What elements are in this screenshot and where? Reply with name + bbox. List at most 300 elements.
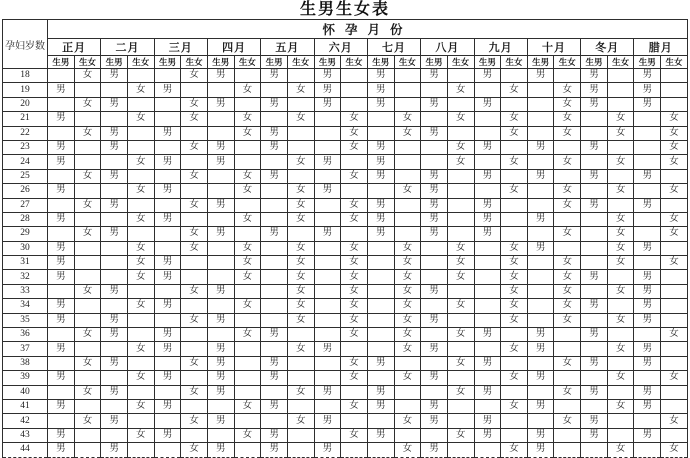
boy-cell: 男 [634,97,661,111]
boy-cell: 男 [48,83,75,97]
girl-cell [234,356,261,370]
boy-cell: 男 [527,169,554,183]
girl-cell [234,443,261,457]
girl-cell [501,227,528,241]
girl-cell [394,428,421,442]
girl-cell [181,399,208,413]
girl-cell: 女 [181,313,208,327]
girl-cell: 女 [501,371,528,385]
table-row [3,155,688,169]
girl-cell: 女 [447,241,474,255]
boy-cell [261,198,288,212]
girl-cell [74,428,101,442]
girl-cell [181,126,208,140]
boy-cell: 男 [634,313,661,327]
girl-cell [287,399,314,413]
girl-cell: 女 [661,443,688,457]
girl-cell: 女 [607,342,634,356]
girl-cell [74,313,101,327]
boy-cell: 男 [101,97,128,111]
girl-cell: 女 [554,313,581,327]
girl-cell [181,342,208,356]
boy-cell [154,284,181,298]
boy-cell: 男 [154,399,181,413]
boy-cell: 男 [634,342,661,356]
girl-cell [661,169,688,183]
boy-cell: 男 [154,212,181,226]
girl-cell [181,184,208,198]
girl-cell: 女 [554,256,581,270]
month-header-11: 冬月 [581,39,634,56]
girl-cell: 女 [341,112,368,126]
girl-cell [287,140,314,154]
table-row [3,328,688,342]
age-cell: 33 [3,284,48,298]
girl-cell [554,241,581,255]
boy-cell [581,342,608,356]
boy-cell [474,270,501,284]
boy-cell: 男 [207,140,234,154]
boy-cell [261,313,288,327]
girl-cell [501,428,528,442]
boy-cell: 男 [474,198,501,212]
boy-subheader: 生男 [48,56,75,69]
girl-cell: 女 [394,328,421,342]
girl-cell: 女 [394,443,421,457]
boy-cell: 男 [527,212,554,226]
girl-cell [127,140,154,154]
girl-cell: 女 [447,428,474,442]
girl-cell [607,140,634,154]
girl-cell: 女 [234,83,261,97]
boy-cell: 男 [101,443,128,457]
boy-cell [314,241,341,255]
boy-cell: 男 [314,385,341,399]
girl-cell [127,328,154,342]
girl-cell [74,371,101,385]
girl-cell [607,198,634,212]
girl-cell [74,443,101,457]
boy-cell [581,155,608,169]
girl-cell: 女 [554,126,581,140]
girl-cell [287,371,314,385]
boy-cell [261,270,288,284]
boy-subheader: 生男 [207,56,234,69]
boy-cell: 男 [527,328,554,342]
boy-cell: 男 [154,155,181,169]
boy-cell [48,69,75,83]
boy-cell: 男 [527,140,554,154]
age-cell: 22 [3,126,48,140]
girl-cell [341,385,368,399]
girl-cell: 女 [394,112,421,126]
boy-cell: 男 [527,69,554,83]
girl-cell: 女 [554,97,581,111]
age-cell: 44 [3,443,48,457]
age-cell: 34 [3,299,48,313]
girl-cell: 女 [501,342,528,356]
boy-cell: 男 [474,428,501,442]
boy-cell [314,313,341,327]
girl-cell: 女 [661,227,688,241]
boy-cell [474,241,501,255]
boy-cell: 男 [154,83,181,97]
girl-cell: 女 [181,112,208,126]
girl-cell: 女 [607,184,634,198]
boy-cell: 男 [474,140,501,154]
girl-cell [394,356,421,370]
girl-cell: 女 [181,140,208,154]
boy-cell: 男 [474,227,501,241]
boy-cell: 男 [581,69,608,83]
boy-cell [421,356,448,370]
girl-cell [181,212,208,226]
girl-cell [74,212,101,226]
pregnancy-month-group-header: 怀孕月份 [48,20,688,39]
girl-cell: 女 [287,241,314,255]
boy-cell [207,83,234,97]
girl-cell: 女 [554,356,581,370]
girl-cell: 女 [607,212,634,226]
girl-cell: 女 [341,371,368,385]
girl-cell: 女 [74,227,101,241]
boy-cell: 男 [581,414,608,428]
girl-cell [394,83,421,97]
table-row [3,169,688,183]
boy-cell [154,313,181,327]
boy-cell [261,212,288,226]
girl-cell: 女 [447,356,474,370]
boy-cell [634,184,661,198]
page-title: 生男生女表 [299,1,390,18]
boy-cell [527,385,554,399]
girl-cell: 女 [341,212,368,226]
boy-cell [314,328,341,342]
table-row [3,97,688,111]
boy-cell [421,83,448,97]
girl-cell: 女 [394,371,421,385]
girl-cell: 女 [341,198,368,212]
girl-cell [447,126,474,140]
boy-cell [314,284,341,298]
girl-cell [661,284,688,298]
girl-cell [341,414,368,428]
boy-cell [101,399,128,413]
girl-cell: 女 [554,227,581,241]
boy-cell: 男 [154,256,181,270]
boy-cell: 男 [314,414,341,428]
girl-cell: 女 [554,155,581,169]
girl-cell [554,428,581,442]
boy-cell [527,97,554,111]
boy-cell [474,256,501,270]
girl-cell: 女 [127,155,154,169]
table-row [3,356,688,370]
boy-cell: 男 [634,399,661,413]
boy-cell: 男 [634,428,661,442]
boy-cell [527,184,554,198]
boy-cell [421,385,448,399]
boy-cell [581,112,608,126]
boy-cell: 男 [314,443,341,457]
girl-cell [234,227,261,241]
girl-cell [501,198,528,212]
boy-cell [207,256,234,270]
girl-cell: 女 [234,241,261,255]
girl-cell [447,313,474,327]
boy-cell: 男 [207,385,234,399]
girl-cell [74,299,101,313]
age-cell: 39 [3,371,48,385]
girl-cell [341,155,368,169]
boy-cell: 男 [581,356,608,370]
boy-cell: 男 [314,184,341,198]
boy-cell [474,155,501,169]
table-row [3,342,688,356]
girl-cell [554,342,581,356]
girl-subheader: 生女 [74,56,101,69]
boy-cell: 男 [474,328,501,342]
boy-cell [421,299,448,313]
boy-cell [154,169,181,183]
girl-cell [74,270,101,284]
boy-cell: 男 [207,155,234,169]
girl-cell [554,140,581,154]
boy-cell: 男 [48,155,75,169]
girl-cell [181,256,208,270]
girl-subheader: 生女 [394,56,421,69]
table-row [3,313,688,327]
girl-cell [661,399,688,413]
boy-cell [474,299,501,313]
girl-cell: 女 [181,198,208,212]
boy-cell [634,256,661,270]
girl-cell: 女 [447,299,474,313]
girl-cell: 女 [287,299,314,313]
girl-cell: 女 [341,328,368,342]
girl-subheader: 生女 [554,56,581,69]
girl-cell: 女 [607,112,634,126]
table-row [3,83,688,97]
age-cell: 27 [3,198,48,212]
girl-cell [501,414,528,428]
girl-cell: 女 [341,126,368,140]
boy-cell [48,198,75,212]
boy-cell [367,328,394,342]
girl-cell [234,69,261,83]
boy-cell: 男 [421,414,448,428]
boy-cell [367,313,394,327]
girl-cell: 女 [447,256,474,270]
girl-cell [447,371,474,385]
boy-cell [154,385,181,399]
girl-cell: 女 [287,184,314,198]
girl-cell: 女 [287,414,314,428]
boy-cell: 男 [421,227,448,241]
boy-cell: 男 [581,428,608,442]
boy-cell [474,184,501,198]
girl-cell [287,69,314,83]
girl-cell: 女 [181,69,208,83]
girl-cell: 女 [501,270,528,284]
boy-cell: 男 [261,371,288,385]
girl-cell: 女 [607,155,634,169]
girl-cell [234,284,261,298]
boy-subheader: 生男 [474,56,501,69]
boy-cell [48,97,75,111]
girl-cell [447,198,474,212]
boy-cell: 男 [421,169,448,183]
age-cell: 40 [3,385,48,399]
girl-cell: 女 [661,184,688,198]
girl-cell: 女 [554,385,581,399]
boy-cell: 男 [367,155,394,169]
boy-cell [634,328,661,342]
girl-cell [74,155,101,169]
boy-cell: 男 [314,342,341,356]
month-header-1: 正月 [48,39,101,56]
age-cell: 24 [3,155,48,169]
girl-cell: 女 [661,155,688,169]
boy-cell [48,414,75,428]
girl-cell [447,184,474,198]
table-row [3,385,688,399]
boy-cell [527,126,554,140]
boy-cell: 男 [314,83,341,97]
girl-cell: 女 [661,371,688,385]
girl-cell [74,256,101,270]
girl-cell: 女 [127,184,154,198]
girl-cell [607,299,634,313]
boy-cell: 男 [261,443,288,457]
boy-cell [154,443,181,457]
boy-cell: 男 [581,83,608,97]
boy-cell [474,342,501,356]
boy-cell [581,284,608,298]
girl-cell [287,227,314,241]
boy-cell: 男 [101,69,128,83]
girl-cell [127,284,154,298]
girl-cell [661,342,688,356]
girl-cell [554,443,581,457]
boy-cell: 男 [207,198,234,212]
girl-cell: 女 [287,83,314,97]
girl-cell [341,342,368,356]
girl-cell [447,212,474,226]
boy-cell: 男 [48,140,75,154]
girl-cell [127,385,154,399]
girl-cell: 女 [127,112,154,126]
girl-cell [447,97,474,111]
girl-cell: 女 [554,284,581,298]
boy-cell [101,371,128,385]
girl-cell [554,69,581,83]
girl-cell [394,97,421,111]
girl-cell [501,212,528,226]
girl-cell: 女 [447,385,474,399]
girl-cell: 女 [554,112,581,126]
boy-cell: 男 [48,241,75,255]
girl-cell: 女 [181,385,208,399]
age-cell: 36 [3,328,48,342]
girl-cell [74,83,101,97]
boy-cell [474,371,501,385]
girl-cell [287,169,314,183]
girl-cell: 女 [447,140,474,154]
table-row [3,256,688,270]
boy-cell [207,212,234,226]
girl-cell [661,97,688,111]
boy-cell: 男 [101,198,128,212]
boy-cell [101,83,128,97]
boy-cell: 男 [421,97,448,111]
girl-cell: 女 [394,270,421,284]
boy-cell: 男 [421,399,448,413]
girl-cell [181,428,208,442]
boy-cell [261,299,288,313]
girl-cell [127,356,154,370]
boy-cell [314,126,341,140]
table-row [3,69,688,83]
girl-cell: 女 [607,241,634,255]
girl-cell [554,328,581,342]
girl-cell [554,371,581,385]
girl-cell: 女 [554,270,581,284]
girl-cell: 女 [181,97,208,111]
age-cell: 35 [3,313,48,327]
boy-cell: 男 [421,313,448,327]
boy-cell: 男 [207,371,234,385]
girl-cell: 女 [661,140,688,154]
boy-cell: 男 [581,97,608,111]
boy-cell [314,112,341,126]
boy-cell [261,385,288,399]
girl-cell: 女 [234,169,261,183]
girl-subheader: 生女 [127,56,154,69]
girl-cell: 女 [501,313,528,327]
month-header-8: 八月 [421,39,474,56]
boy-cell: 男 [154,342,181,356]
boy-cell [474,284,501,298]
boy-cell [527,284,554,298]
boy-cell: 男 [48,270,75,284]
boy-cell [367,256,394,270]
girl-cell: 女 [607,371,634,385]
girl-cell [501,169,528,183]
boy-cell [154,227,181,241]
boy-cell: 男 [474,356,501,370]
boy-cell: 男 [581,299,608,313]
girl-cell: 女 [394,241,421,255]
boy-cell [527,155,554,169]
boy-cell: 男 [48,184,75,198]
boy-cell: 男 [527,371,554,385]
girl-cell [74,241,101,255]
girl-cell [661,385,688,399]
boy-cell: 男 [634,241,661,255]
boy-cell: 男 [367,140,394,154]
boy-cell: 男 [101,140,128,154]
boy-cell [581,241,608,255]
boy-cell [634,140,661,154]
boy-cell: 男 [314,155,341,169]
girl-cell [74,184,101,198]
table-row [3,443,688,457]
boy-cell: 男 [367,385,394,399]
girl-cell [287,328,314,342]
boy-cell: 男 [48,399,75,413]
girl-cell [607,414,634,428]
